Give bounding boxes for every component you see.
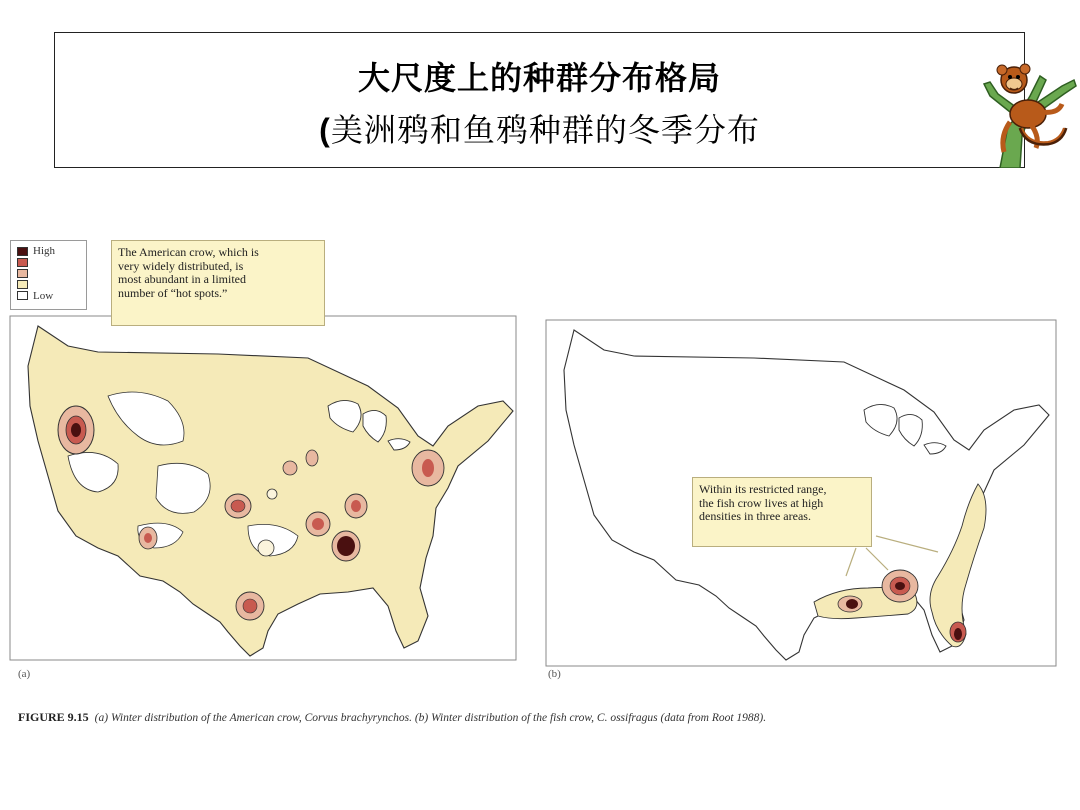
- figure-caption: [18, 710, 1068, 725]
- callout-b-line: Within its restricted range,: [699, 482, 827, 496]
- figure-number: FIGURE 9.15: [18, 710, 89, 724]
- legend-swatch-4: [17, 280, 28, 289]
- legend-swatch-1: [17, 247, 28, 256]
- subtitle-paren: (: [319, 112, 331, 148]
- legend-swatch-5: [17, 291, 28, 300]
- panel-a-label: (a): [18, 668, 31, 680]
- callout-a-line: very widely distributed, is: [118, 258, 244, 273]
- caption-text: (a) Winter distribution of the American crow, Corvus brachyrynchos. (b) Winter distribution of the fish crow, C. ossifragus (data from Root 1988).: [94, 712, 767, 724]
- callout-b-line: densities in three areas.: [699, 509, 811, 523]
- slide-subtitle: [55, 105, 1024, 151]
- callout-b-line: the fish crow lives at high: [699, 495, 824, 510]
- panel-b-label: (b): [548, 668, 561, 680]
- monkey-mascot-icon: [970, 56, 1080, 168]
- american-crow-callout: [111, 240, 325, 326]
- fish-crow-callout: [692, 477, 872, 547]
- legend-swatch-2: [17, 258, 28, 267]
- callout-a-line: The American crow, which is: [118, 245, 259, 259]
- callout-a-line: most abundant in a limited: [118, 272, 246, 286]
- title-box: [54, 32, 1025, 168]
- callout-a-line: number of “hot spots.”: [118, 285, 228, 300]
- legend-swatch-3: [17, 269, 28, 278]
- density-legend: [10, 240, 87, 310]
- subtitle-text: 美洲鸦和鱼鸦种群的冬季分布: [330, 111, 760, 149]
- slide-title: 大尺度上的种群分布格局: [357, 59, 721, 97]
- legend-low-label: Low: [33, 290, 54, 302]
- legend-high-label: High: [33, 245, 55, 257]
